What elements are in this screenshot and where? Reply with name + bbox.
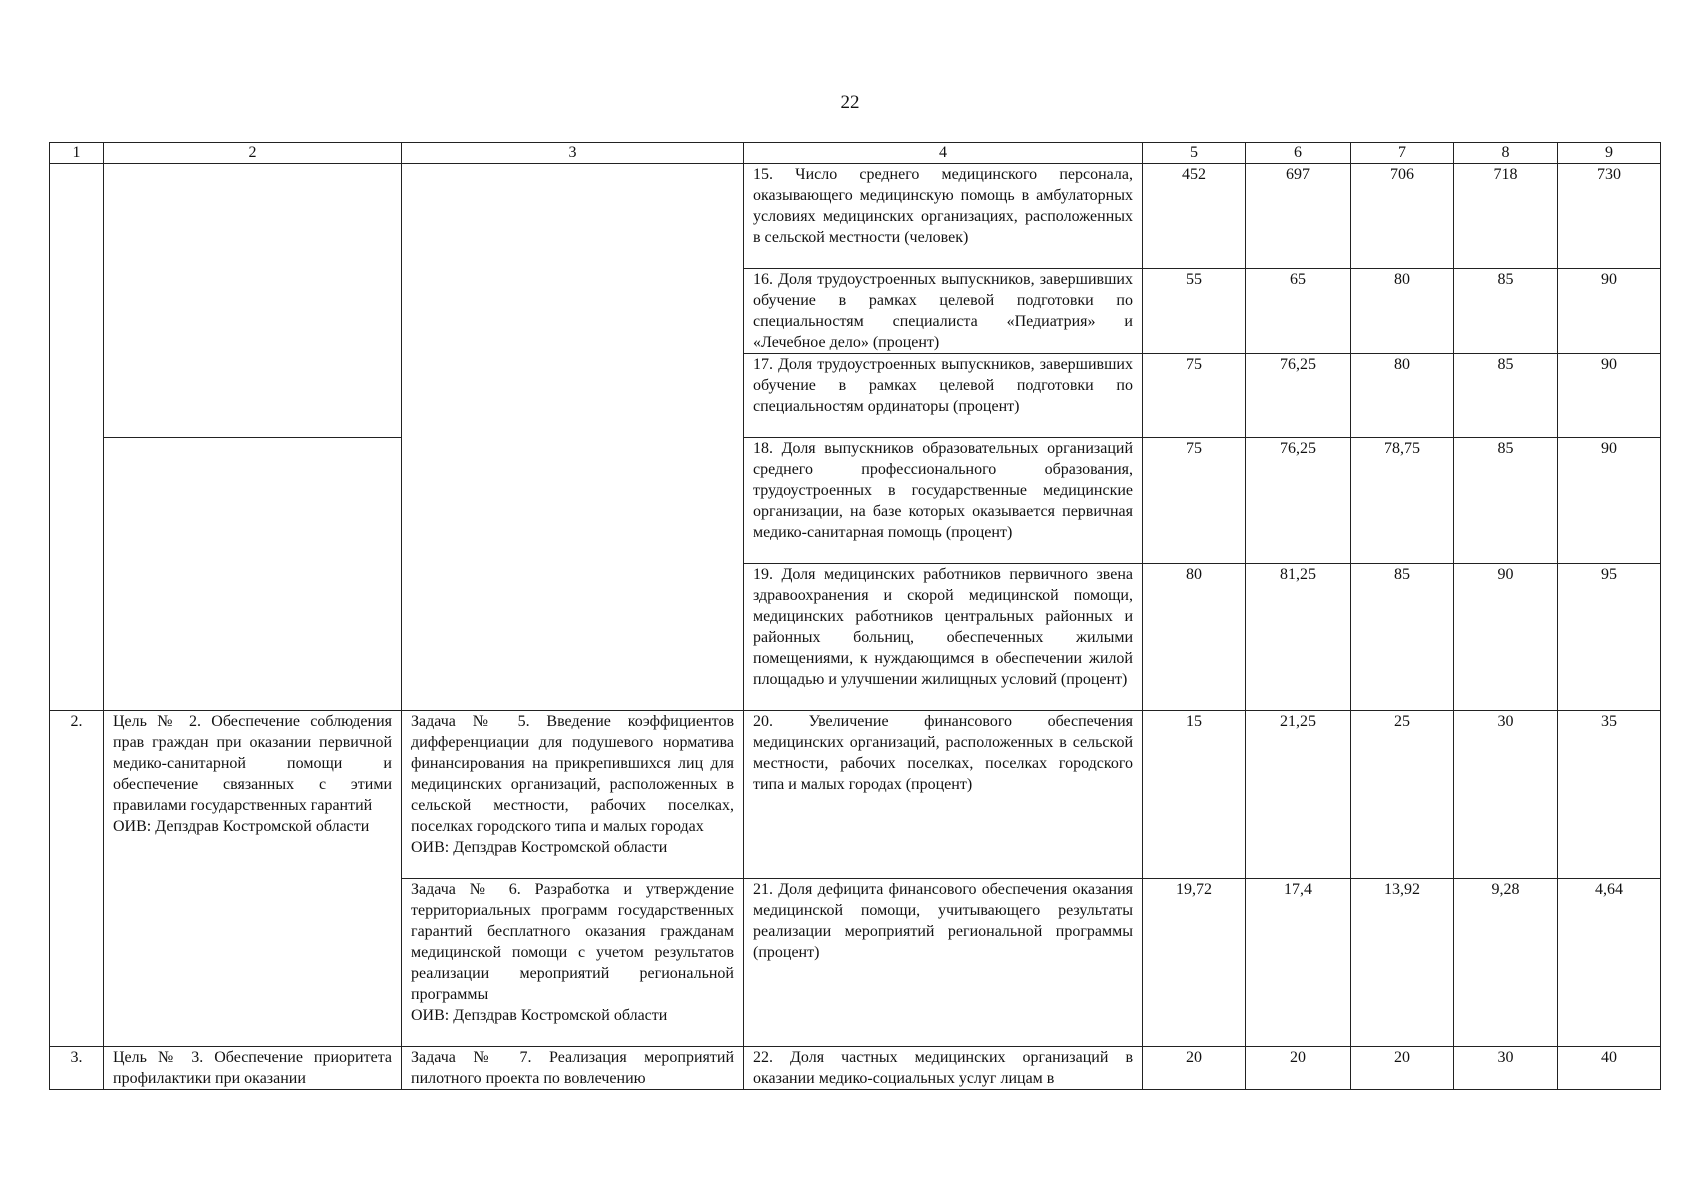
task-cell: Задача № 7. Реализация мероприятий пилотного проекта по вовлечению [402,1047,744,1090]
value-cell: 85 [1351,564,1454,711]
value-cell: 78,75 [1351,438,1454,564]
goal-cell [104,164,402,438]
value-cell: 90 [1454,564,1558,711]
value-cell: 9,28 [1454,879,1558,1047]
table-row [50,711,1661,879]
value-cell: 81,25 [1246,564,1351,711]
value-cell: 25 [1351,711,1454,879]
goal-cell [104,438,402,711]
value-cell: 85 [1454,438,1558,564]
value-cell: 80 [1143,564,1246,711]
task-oiv: ОИВ: Депздрав Костромской области [411,839,668,856]
row-number: 2. [50,711,104,1047]
value-cell: 76,25 [1246,438,1351,564]
table-row [50,438,1661,564]
header-cell: 8 [1454,143,1558,164]
value-cell: 4,64 [1558,879,1661,1047]
indicator-cell: 15. Число среднего медицинского персонала, оказывающего медицинскую помощь в амбулаторных условиях медицинских организациях, расположенных в сельской местности (человек) [744,164,1143,269]
value-cell: 20 [1351,1047,1454,1090]
header-cell: 1 [50,143,104,164]
value-cell: 75 [1143,438,1246,564]
value-cell: 15 [1143,711,1246,879]
value-cell: 697 [1246,164,1351,269]
header-row [50,143,1661,164]
header-cell: 5 [1143,143,1246,164]
indicator-cell: 18. Доля выпускников образовательных организаций среднего профессионального образования, трудоустроенных в государственные медицинские организации, на базе которых оказывается первичная медико-санитарная помощь (процент) [744,438,1143,564]
value-cell: 20 [1143,1047,1246,1090]
goal-text: Цель № 2. Обеспечение соблюдения прав граждан при оказании первичной медико-санитарной помощи и обеспечение связанных с этими правилами государственных гарантий [113,713,392,814]
task-cell [402,164,744,711]
value-cell: 452 [1143,164,1246,269]
table-row [50,1047,1661,1090]
value-cell: 76,25 [1246,354,1351,438]
header-cell: 4 [744,143,1143,164]
task-text: Задача № 5. Введение коэффициентов дифференциации для подушевого норматива финансирования на прикрепившихся лиц для медицинских организаций, расположенных в сельской местности, рабочих поселках, поселках городского типа и малых городах [411,713,734,835]
task-cell [402,711,744,879]
value-cell: 90 [1558,354,1661,438]
indicator-cell: 16. Доля трудоустроенных выпускников, завершивших обучение в рамках целевой подготовки по специальностям специалиста «Педиатрия» и «Лечебное дело» (процент) [744,269,1143,354]
value-cell: 706 [1351,164,1454,269]
indicator-cell: 20. Увеличение финансового обеспечения медицинских организаций, расположенных в сельской местности, рабочих поселках, поселках городского типа и малых городах (процент) [744,711,1143,879]
value-cell: 730 [1558,164,1661,269]
goal-cell [104,711,402,1047]
value-cell: 21,25 [1246,711,1351,879]
indicator-cell: 19. Доля медицинских работников первичного звена здравоохранения и скорой медицинской помощи, медицинских работников центральных районных и районных больниц, обеспеченных жилыми помещениями, к нуждающимся в обеспечении жилой площадью и улучшении жилищных условий (процент) [744,564,1143,711]
value-cell: 17,4 [1246,879,1351,1047]
value-cell: 80 [1351,269,1454,354]
value-cell: 65 [1246,269,1351,354]
value-cell: 95 [1558,564,1661,711]
value-cell: 30 [1454,1047,1558,1090]
indicator-cell: 17. Доля трудоустроенных выпускников, завершивших обучение в рамках целевой подготовки по специальностям ординаторы (процент) [744,354,1143,438]
header-cell: 6 [1246,143,1351,164]
value-cell: 90 [1558,438,1661,564]
value-cell: 35 [1558,711,1661,879]
indicators-table [49,142,1661,1090]
value-cell: 85 [1454,354,1558,438]
goal-cell: Цель № 3. Обеспечение приоритета профилактики при оказании [104,1047,402,1090]
indicator-cell: 22. Доля частных медицинских организаций в оказании медико-социальных услуг лицам в [744,1047,1143,1090]
value-cell: 80 [1351,354,1454,438]
value-cell: 20 [1246,1047,1351,1090]
value-cell: 90 [1558,269,1661,354]
task-text: Задача № 6. Разработка и утверждение территориальных программ государственных гарантий бесплатного оказания гражданам медицинской помощи с учетом результатов реализации мероприятий региональной программы [411,881,734,1003]
table-row [50,164,1661,269]
header-cell: 3 [402,143,744,164]
indicator-cell: 21. Доля дефицита финансового обеспечения оказания медицинской помощи, учитывающего результаты реализации мероприятий региональной программы (процент) [744,879,1143,1047]
value-cell: 85 [1454,269,1558,354]
header-cell: 7 [1351,143,1454,164]
value-cell: 40 [1558,1047,1661,1090]
task-cell [402,879,744,1047]
value-cell: 55 [1143,269,1246,354]
header-cell: 9 [1558,143,1661,164]
header-cell: 2 [104,143,402,164]
value-cell: 30 [1454,711,1558,879]
row-number: 3. [50,1047,104,1090]
value-cell: 19,72 [1143,879,1246,1047]
value-cell: 75 [1143,354,1246,438]
value-cell: 718 [1454,164,1558,269]
task-oiv: ОИВ: Депздрав Костромской области [411,1007,668,1024]
page-number: 22 [840,92,860,113]
num-cell [50,164,104,711]
goal-oiv: ОИВ: Депздрав Костромской области [113,818,370,835]
value-cell: 13,92 [1351,879,1454,1047]
